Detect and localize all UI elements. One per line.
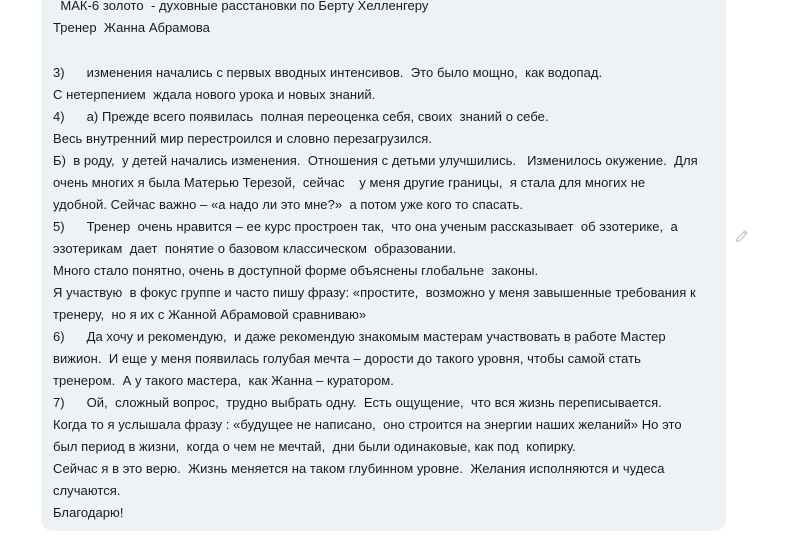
edit-message-button[interactable]	[732, 226, 752, 246]
message-line: 7) Ой, сложный вопрос, трудно выбрать одну. Есть ощущение, что вся жизнь переписывается.	[53, 395, 662, 410]
message-line: случаются.	[53, 483, 121, 498]
message-line: 6) Да хочу и рекомендую, и даже рекомендую знакомым мастерам участвовать в работе Мастер	[53, 329, 666, 344]
message-line: Тренер Жанна Абрамова	[53, 20, 210, 35]
message-line: 5) Тренер очень нравится – ее курс простроен так, что она ученым рассказывает об эзотерике, а	[53, 219, 678, 234]
message-line: вижион. И еще у меня появилась голубая мечта – дорости до такого уровня, чтобы самой стать	[53, 351, 642, 366]
pencil-icon	[734, 228, 750, 244]
message-line: тренером. А у такого мастера, как Жанна – куратором.	[53, 373, 394, 388]
message-line: Весь внутренний мир перестроился и словно перезагрузился.	[53, 131, 432, 146]
message-line: тренеру, но я их с Жанной Абрамовой сравниваю»	[53, 307, 367, 322]
message-line: МАК-6 золото - духовные расстановки по Берту Хелленгеру	[53, 0, 429, 13]
message-line: С нетерпением ждала нового урока и новых знаний.	[53, 87, 376, 102]
message-line: Б) в роду, у детей начались изменения. Отношения с детьми улучшились. Изменилось окужение. Для	[53, 153, 698, 168]
message-line: Сейчас я в это верю. Жизнь меняется на таком глубинном уровне. Желания исполняются и чудеса	[53, 461, 665, 476]
message-line: удобной. Сейчас важно – «а надо ли это мне?» а потом уже кого то спасать.	[53, 197, 524, 212]
message-line: Много стало понятно, очень в доступной форме объяснены глобальне законы.	[53, 263, 539, 278]
message-line: очень многих я была Матерью Терезой, сейчас у меня другие границы, я стала для многих не	[53, 175, 646, 190]
message-line: Когда то я услышала фразу : «будущее не написано, оно строится на энергии наших желаний» Но это	[53, 417, 682, 432]
message-line: Благодарю!	[53, 505, 124, 520]
message-line: 4) а) Прежде всего появилась полная переоценка себя, своих знаний о себе.	[53, 109, 549, 124]
message-line: эзотерикам дает понятие о базовом классическом образовании.	[53, 241, 457, 256]
message-line: 3) изменения начались с первых вводных интенсивов. Это было мощно, как водопад.	[53, 65, 603, 80]
message-line: Я участвую в фокус группе и часто пишу фразу: «простите, возможно у меня завышенные требования к	[53, 285, 696, 300]
message-line: был период в жизни, когда о чем не мечтай, дни были одинаковые, как под копирку.	[53, 439, 576, 454]
